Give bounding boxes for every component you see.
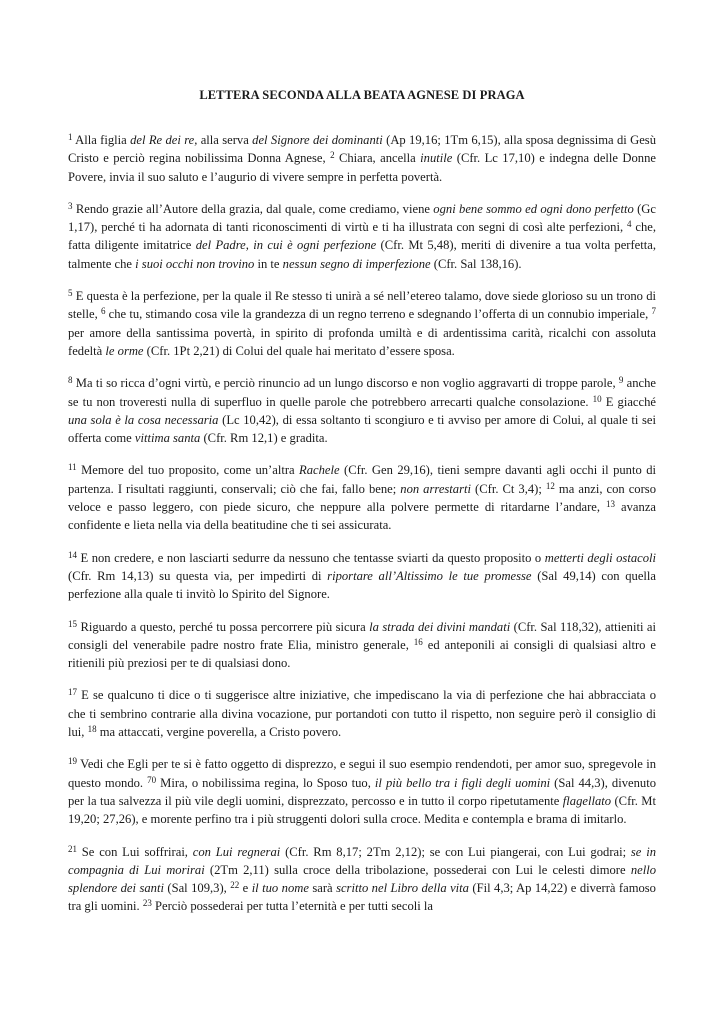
- text-run: (Ap 19,16; 1Tm 6,15), alla sposa degnissima di Gesù Cristo e perciò regina nobilissima Donna Agnese,: [68, 133, 656, 166]
- verse-number: 22: [230, 880, 240, 891]
- verse-number: 4: [627, 219, 632, 230]
- paragraph: [68, 461, 656, 534]
- verse-number: 12: [545, 480, 555, 491]
- italic-quote: il più bello tra i figli degli uomini: [374, 775, 551, 790]
- paragraph: [68, 755, 656, 828]
- text-run: Ma ti so ricca d’ogni virtù, e perciò rinuncio ad un lungo discorso e non voglio aggravarti di troppe parole,: [72, 376, 619, 391]
- italic-quote: inutile: [420, 151, 453, 166]
- text-run: (2Tm 2,11) sulla croce della tribolazione, possederai con Lui le celesti dimore: [204, 862, 631, 877]
- verse-number: 2: [330, 150, 335, 161]
- italic-quote: il tuo nome: [251, 881, 309, 896]
- italic-quote: ogni bene sommo ed ogni dono perfetto: [433, 201, 634, 216]
- paragraph: [68, 287, 656, 360]
- italic-quote: riportare all’Altissimo le tue promesse: [327, 568, 532, 583]
- text-run: (Cfr. Sal 138,16).: [430, 256, 522, 271]
- verse-number: 21: [68, 843, 77, 854]
- paragraph: [68, 374, 656, 447]
- verse-number: 23: [142, 898, 152, 909]
- italic-quote: metterti degli ostacoli: [544, 550, 656, 565]
- text-run: Vedi che Egli per te si è fatto oggetto di disprezzo, e segui il suo esempio rendendoti, per amor suo, spregevole in questo mondo.: [68, 757, 656, 790]
- text-run: ed anteponili ai consigli di qualsiasi altro e ritienili più preziosi per te di qualsiasi dono.: [68, 637, 656, 671]
- verse-number: 11: [68, 462, 77, 473]
- text-run: (Cfr. Gen 29,16), tieni sempre davanti agli occhi il punto di partenza. I risultati raggiunti, conservali; ciò che fai, fallo bene;: [68, 463, 656, 496]
- text-run: E non credere, e non lasciarti sedurre da nessuno che tentasse sviarti da questo proposito o: [77, 550, 545, 565]
- text-run: alla serva: [197, 133, 253, 147]
- text-run: ma anzi, con corso veloce e passo leggero, con piede sicuro, che neppure alla polvere permette di ritardarne l’andare,: [68, 481, 656, 515]
- text-run: (Cfr. Mt 5,48), meriti di divenire a tua volta perfetta, talmente che: [68, 238, 657, 271]
- text-run: (Sal 44,3), divenuto per la tua salvezza il più vile degli uomini, disprezzato, percosso e in tutto il corpo ripetutamente: [68, 775, 657, 808]
- text-run: Chiara, ancella: [334, 151, 421, 166]
- text-run: E se qualcuno ti dice o ti suggerisce altre iniziative, che impediscano la via di perfezione che hai abbracciata o che ti sembrino contrarie alla divina vocazione, pur portandoti con tutto il rispetto, non seguire però il consiglio di lui,: [68, 688, 656, 740]
- verse-number: 8: [68, 375, 73, 386]
- text-run: E questa è la perfezione, per la quale il Re stesso ti unirà a sé nell’etereo talamo, dove siede glorioso su un trono di stelle,: [68, 289, 656, 322]
- verse-number: 14: [68, 549, 77, 560]
- paragraph: [68, 200, 656, 273]
- text-run: ma attaccati, vergine poverella, a Cristo povero.: [96, 725, 342, 740]
- italic-quote: del Padre, in cui è ogni perfezione: [195, 238, 377, 253]
- letter-title: LETTERA SECONDA ALLA BEATA AGNESE DI PRAGA: [199, 88, 525, 102]
- verse-number: 3: [68, 200, 73, 211]
- verse-number: 10: [592, 393, 602, 404]
- text-run: Se con Lui soffrirai,: [77, 844, 193, 859]
- paragraph: [68, 549, 656, 604]
- letter-body: [68, 131, 656, 916]
- paragraph: [68, 618, 656, 673]
- text-run: Alla figlia: [72, 133, 131, 147]
- italic-quote: nello splendore dei santi: [68, 862, 656, 896]
- text-run: (Cfr. Lc 17,10) e indegna delle Donne Povere, invia il suo saluto e l’augurio di vivere sempre in perfetta povertà.: [68, 151, 656, 184]
- text-run: (Cfr. Rm 8,17; 2Tm 2,12); se con Lui piangerai, con Lui godrai;: [280, 844, 631, 859]
- italic-quote: una sola è la cosa necessaria: [68, 412, 219, 427]
- text-run: (Cfr. Mt 19,20; 27,26), e morente perfino tra i più struggenti dolori sulla croce. Medita e contempla e brama di imitarlo.: [68, 793, 656, 827]
- text-run: (Sal 109,3),: [163, 881, 231, 896]
- italic-quote: i suoi occhi non trovino: [135, 256, 255, 271]
- text-run: anche se tu non troveresti nulla di superfluo in quelle parole che potrebbero arrecarti qualche consolazione.: [68, 376, 656, 409]
- text-run: Riguardo a questo, perché tu possa percorrere più sicura: [77, 619, 370, 634]
- verse-number: 9: [618, 375, 624, 386]
- text-run: (Cfr. Sal 118,32), attieniti ai consigli del venerabile padre nostro frate Elia, ministro generale,: [68, 619, 656, 652]
- verse-number: 16: [413, 636, 423, 647]
- italic-quote: flagellato: [562, 793, 612, 808]
- verse-number: 6: [100, 306, 106, 317]
- text-run: (Cfr. Ct 3,4);: [471, 481, 546, 496]
- text-run: e: [239, 881, 252, 896]
- paragraph: [68, 131, 656, 186]
- italic-quote: la strada dei divini mandati: [369, 619, 511, 634]
- verse-number: 1: [68, 132, 73, 142]
- italic-quote: del Re dei re,: [130, 133, 198, 147]
- text-run: (Sal 49,14) con quella perfezione alla quale ti invitò lo Spirito del Signore.: [68, 568, 656, 602]
- verse-number: 15: [68, 618, 77, 629]
- text-run: che tu, stimando cosa vile la grandezza di un regno terreno e sdegnando l’offerta di un connubio imperiale,: [105, 307, 652, 322]
- verse-number: 18: [87, 724, 97, 735]
- paragraph: [68, 686, 656, 741]
- verse-number: 7: [651, 306, 656, 317]
- verse-number: 13: [606, 499, 616, 510]
- italic-quote: con Lui regnerai: [192, 844, 281, 859]
- text-run: Memore del tuo proposito, come un’altra: [76, 463, 300, 478]
- paragraph: [68, 843, 656, 916]
- text-run: (Cfr. 1Pt 2,21) di Colui del quale hai meritato d’essere sposa.: [143, 343, 455, 358]
- italic-quote: del Signore dei dominanti: [252, 133, 383, 147]
- text-run: Rendo grazie all’Autore della grazia, dal quale, come crediamo, viene: [72, 201, 434, 216]
- verse-number: 70: [147, 774, 157, 785]
- text-run: (Lc 10,42), di essa soltanto ti scongiuro e ti avviso per amore di Colui, al quale ti sei offerta come: [68, 412, 656, 446]
- verse-number: 5: [68, 288, 73, 299]
- text-run: E giacché: [601, 394, 656, 409]
- text-run: per amore della santissima povertà, in spirito di profonda umiltà e di ardentissima carità, ricalchi con assoluta fedeltà: [68, 325, 656, 358]
- text-run: in te: [254, 256, 283, 271]
- italic-quote: le orme: [105, 343, 144, 358]
- text-run: sarà: [308, 881, 337, 896]
- text-run: (Cfr. Rm 12,1) e gradita.: [200, 431, 328, 446]
- text-run: (Fil 4,3; Ap 14,22) e diverrà famoso tra gli uomini.: [68, 881, 656, 914]
- text-run: avanza confidente e lieta nella via della beatitudine che ti sei assicurata.: [68, 500, 656, 533]
- italic-quote: scritto nel Libro della vita: [336, 881, 469, 896]
- verse-number: 17: [68, 687, 77, 698]
- italic-quote: se in compagnia di Lui morirai: [68, 844, 656, 877]
- text-run: Perciò possederai per tutta l’eternità e per tutti secoli la: [151, 899, 434, 914]
- italic-quote: vittima santa: [134, 431, 201, 446]
- italic-quote: non arrestarti: [400, 481, 472, 496]
- italic-quote: Rachele: [299, 463, 340, 478]
- text-run: (Cfr. Rm 14,13) su questa via, per impedirti di: [68, 568, 328, 583]
- text-run: (Gc 1,17), perché ti ha adornata di tanti riconoscimenti di virtù e ti ha illustrata con segni di così alte perfezioni,: [68, 201, 656, 235]
- verse-number: 19: [68, 756, 77, 767]
- text-run: Mira, o nobilissima regina, lo Sposo tuo,: [156, 775, 375, 790]
- text-run: che, fatta diligente imitatrice: [68, 220, 656, 253]
- italic-quote: nessun segno di imperfezione: [282, 256, 431, 271]
